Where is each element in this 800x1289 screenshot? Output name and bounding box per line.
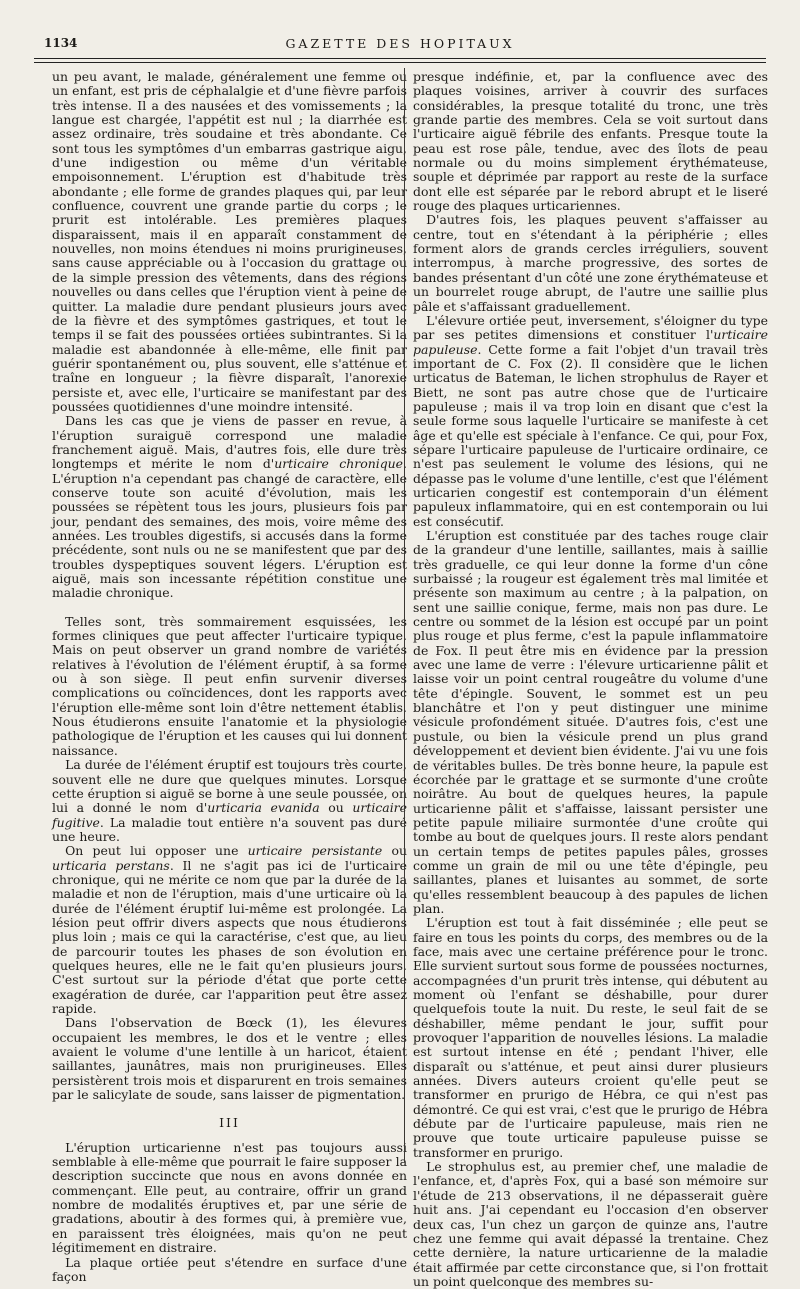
italic-term: urticaria perstans — [52, 857, 170, 873]
page-number: 1134 — [44, 36, 78, 50]
italic-term: urticaire chronique — [274, 456, 404, 472]
paragraph-text: ou — [382, 843, 408, 859]
paragraph: un peu avant, le malade, généralement une femme ou un enfant, est pris de céphalalgie et d'une fièvre parfois très intense. Il a des nausées et des vomissements ; la langue est chargée, l'appétit est nul ; la diarrhée est assez ordinaire, très soudaine et très abondante. Ce sont tous les symptômes d'un embarras gastrique aigu, d'une indigestion ou même d'un véritable empoisonnement. L'éruption est d'habitude très abondante ; elle forme de grandes plaques qui, par leur confluence, couvrent une grande partie du corps ; le prurit est intolérable. Les premières plaques disparaissent, mais il en apparaît constamment de nouvelles, non moins étendues ni moins prurigineuses, sans cause appréciable ou à l'occasion du grattage ou de la simple pression des vêtements, dans des régions nouvelles ou dans celles que l'éruption vient à peine de quitter. La maladie dure pendant plusieurs jours avec de la fièvre et des symptômes gastriques, et tout le temps il se fait des poussées ortiées subintrantes. Si la maladie est abandonnée à elle-même, elle finit par guérir spontanément ou, plus souvent, elle s'atténue et traîne en longueur ; la fièvre disparaît, l'anorexie persiste et, avec elle, l'urticaire se manifestant par des poussées quotidiennes d'une moindre intensité. — [52, 69, 407, 414]
italic-term: urticaire persistante — [247, 843, 383, 859]
paragraph: L'éruption est constituée par des taches rouge clair de la grandeur d'une lentille, saillantes, mais à saillie très graduelle, ce qui leur donne la forme d'un cône surbaissé ; la rougeur est également très mal limitée et présente son maximum au centre ; à la palpation, on sent une saillie conique, ferme, mais non pas dure. Le centre ou sommet de la lésion est occupé par un point plus rouge et plus ferme, c'est la papule inflammatoire de Fox. Il peut être mis en évidence par la pression avec une lame de verre : l'élevure urticarienne pâlit et laisse voir un point central rougeâtre du volume d'une tête d'épingle. Souvent, le sommet est un peu blanchâtre et l'on y peut distinguer une minime vésicule profondément située. D'autres fois, c'est une pustule, ou bien la vésicule prend un plus grand développement et devient bien évidente. J'ai vu une fois de véritables bulles. De très bonne heure, la papule est écorchée par le grattage et se surmonte d'une croûte noirâtre. Au bout de quelques heures, la papule urticarienne pâlit et s'affaisse, laissant persister une petite papule miliaire surmontée d'une croûte qui tombe au bout de quelques jours. Il reste alors pendant un certain temps de petites papules pâles, grosses comme un grain de mil ou une tête d'épingle, peu saillantes, planes et luisantes au sommet, de sorte qu'elles ressemblent beaucoup à des papules de lichen plan. — [413, 528, 768, 916]
header-rule — [34, 58, 766, 63]
paragraph: Dans l'observation de Bœck (1), les élevures occupaient les membres, le dos et le ventre ; elles avaient le volume d'une lentille à un haricot, étaient saillantes, jaunâtres, mais non prurigineuses. Elles persistèrent trois mois et disparurent en trois semaines par le salicylate de soude, sans laisser de pigmentation. — [52, 1015, 407, 1103]
paragraph-text: La durée de l'élément éruptif est toujours très courte, souvent elle ne dure que quelques minutes. Lorsque cette éruption si aiguë se borne à une seule poussée, on lui a donné le nom d' — [52, 757, 407, 816]
paragraph: Telles sont, très sommairement esquissées, les formes cliniques que peut affecter l'urticaire typique. Mais on peut observer un grand nombre de variétés relatives à l'évolution de l'élément éruptif, à sa forme ou à son siège. Il peut enfin survenir diverses complications ou coïncidences, dont les rapports avec l'éruption elle-même sont loin d'être nettement établis. Nous étudierons ensuite l'anatomie et la physiologie pathologique de l'éruption et les causes qui lui donnent naissance. — [52, 613, 407, 758]
paragraph: L'éruption urticarienne n'est pas toujours aussi semblable à elle-même que pourrait le faire supposer la description succincte que nous en avons donnée en commençant. Elle peut, au contraire, offrir un grand nombre de modalités éruptives et, par une série de gradations, aboutir à des formes qui, à première vue, en paraissent très éloignées, mais qu'on ne peut légitimement en distraire. — [52, 1139, 407, 1256]
paragraph-text: . Cette forme a fait l'objet d'un travail très important de C. Fox (2). Il considère que le lichen urticatus de Bateman, le lichen strophulus de Rayer et Biett, ne sont pas autre chose que de l'urticaire papuleuse ; mais il va trop loin en disant que c'est la seule forme sous laquelle l'urticaire se manifeste à cet âge et qu'elle est spéciale à l'enfance. Ce qui, pour Fox, sépare l'urticaire papuleuse de l'urticaire ordinaire, ce n'est pas seulement le volume des lésions, qui ne dépasse pas le volume d'une lentille, c'est que l'élément urticarien congestif est contemporain d'un élément papuleux inflammatoire, qui en est contemporain ou lui est consécutif. — [413, 341, 768, 529]
paragraph: Le strophulus est, au premier chef, une maladie de l'enfance, et, d'après Fox, qui a basé son mémoire sur l'étude de 213 observations, il ne dépasserait guère huit ans. J'ai cependant eu l'occasion d'en observer deux cas, l'un chez un garçon de quinze ans, l'autre chez une femme qui avait dépassé la trentaine. Chez cette dernière, la nature urticarienne de la maladie était affirmée par cette circonstance que, si l'on frottait un point quelconque des membres su- — [413, 1159, 768, 1289]
italic-term: urticaire fugitive — [52, 800, 407, 830]
left-column — [52, 70, 407, 1284]
paragraph-text: On peut lui opposer une — [65, 843, 248, 859]
italic-term: urticaria evanida — [207, 800, 320, 816]
paragraph-text: Dans les cas que je viens de passer en revue, à l'éruption suraiguë correspond une maladie franchement aiguë. Mais, d'autres fois, elle dure très longtemps et mérite le nom d' — [52, 413, 407, 472]
paragraph: La plaque ortiée peut s'étendre en surface d'une façon — [52, 1254, 407, 1284]
paragraph-text: . Il ne s'agit pas ici de l'urticaire chronique, qui ne mérite ce nom que par la durée de la maladie et non de l'éruption, mais d'une urticaire où la durée de l'élément éruptif lui-même est prolongée. La lésion peut offrir divers aspects que nous étudierons plus loin ; mais ce qui la caractérise, c'est que, au lieu de parcourir toutes les phases de son évolution en quelques heures, elle ne le fait qu'en plusieurs jours. C'est surtout sur la période d'état que porte cette exagération de durée, car l'apparition peut être assez rapide. — [52, 857, 408, 1016]
paragraph — [52, 758, 407, 844]
paragraph-text: ou — [319, 800, 353, 816]
paragraph — [413, 314, 768, 529]
section-heading: III — [219, 1115, 240, 1131]
page-header — [34, 32, 766, 54]
column-divider — [404, 68, 405, 1162]
paragraph — [52, 844, 407, 1016]
right-column — [413, 70, 768, 1289]
paragraph-text: . La maladie tout entière n'a souvent pas duré une heure. — [52, 814, 407, 844]
paragraph — [52, 414, 407, 600]
paragraph: D'autres fois, les plaques peuvent s'affaisser au centre, tout en s'étendant à la périphérie ; elles forment alors de grands cercles irréguliers, souvent interrompus, à marche progressive, des sortes de bandes présentant d'un côté une zone érythémateuse et un bourrelet rouge abrupt, de l'autre une saillie plus pâle et s'affaissant graduellement. — [413, 212, 768, 314]
paragraph: L'éruption est tout à fait disséminée ; elle peut se faire en tous les points du corps, des membres ou de la face, mais avec une certaine préférence pour le tronc. Elle survient surtout sous forme de poussées nocturnes, accompagnées d'un prurit très intense, qui débutent au moment où l'enfant se déshabille, pour durer quelquefois toute la nuit. Du reste, le seul fait de se déshabiller, même pendant le jour, suffit pour provoquer l'apparition de nouvelles lésions. La maladie est surtout intense en été ; pendant l'hiver, elle disparaît ou s'atténue, et peut ainsi durer plusieurs années. Divers auteurs croient qu'elle peut se transformer en prurigo de Hébra, ce qui n'est pas démontré. Ce qui est vrai, c'est que le prurigo de Hébra débute par de l'urticaire papuleuse, mais rien ne prouve que toute urticaire papuleuse puisse se transformer en prurigo. — [413, 915, 768, 1160]
italic-term: urticaire papuleuse — [413, 327, 768, 357]
paragraph-text: . L'éruption n'a cependant pas changé de caractère, elle conserve toute son acuité d'évolution, mais les poussées se répètent tous les jours, plusieurs fois par jour, pendant des semaines, des mois, voire même des années. Les troubles digestifs, si accusés dans la forme précédente, sont nuls ou ne se manifestent que par des troubles dyspeptiques souvent légers. L'éruption est aiguë, mais son incessante répétition constitue une maladie chronique. — [52, 456, 408, 601]
paragraph: presque indéfinie, et, par la confluence avec des plaques voisines, arriver à couvrir des surfaces considérables, la presque totalité du tronc, une très grande partie des membres. Cela se voit surtout dans l'urticaire aiguë fébrile des enfants. Presque toute la peau est rose pâle, tendue, avec des îlots de peau normale ou du moins simplement érythémateuse, souple et déprimée par rapport au reste de la surface dont elle est séparée par le rebord abrupt et le liseré rouge des plaques urticariennes. — [413, 69, 768, 214]
paragraph-text: L'élevure ortiée peut, inversement, s'éloigner du type par ses petites dimensions et constituer l' — [413, 312, 768, 343]
journal-title: GAZETTE DES HOPITAUX — [285, 36, 515, 51]
